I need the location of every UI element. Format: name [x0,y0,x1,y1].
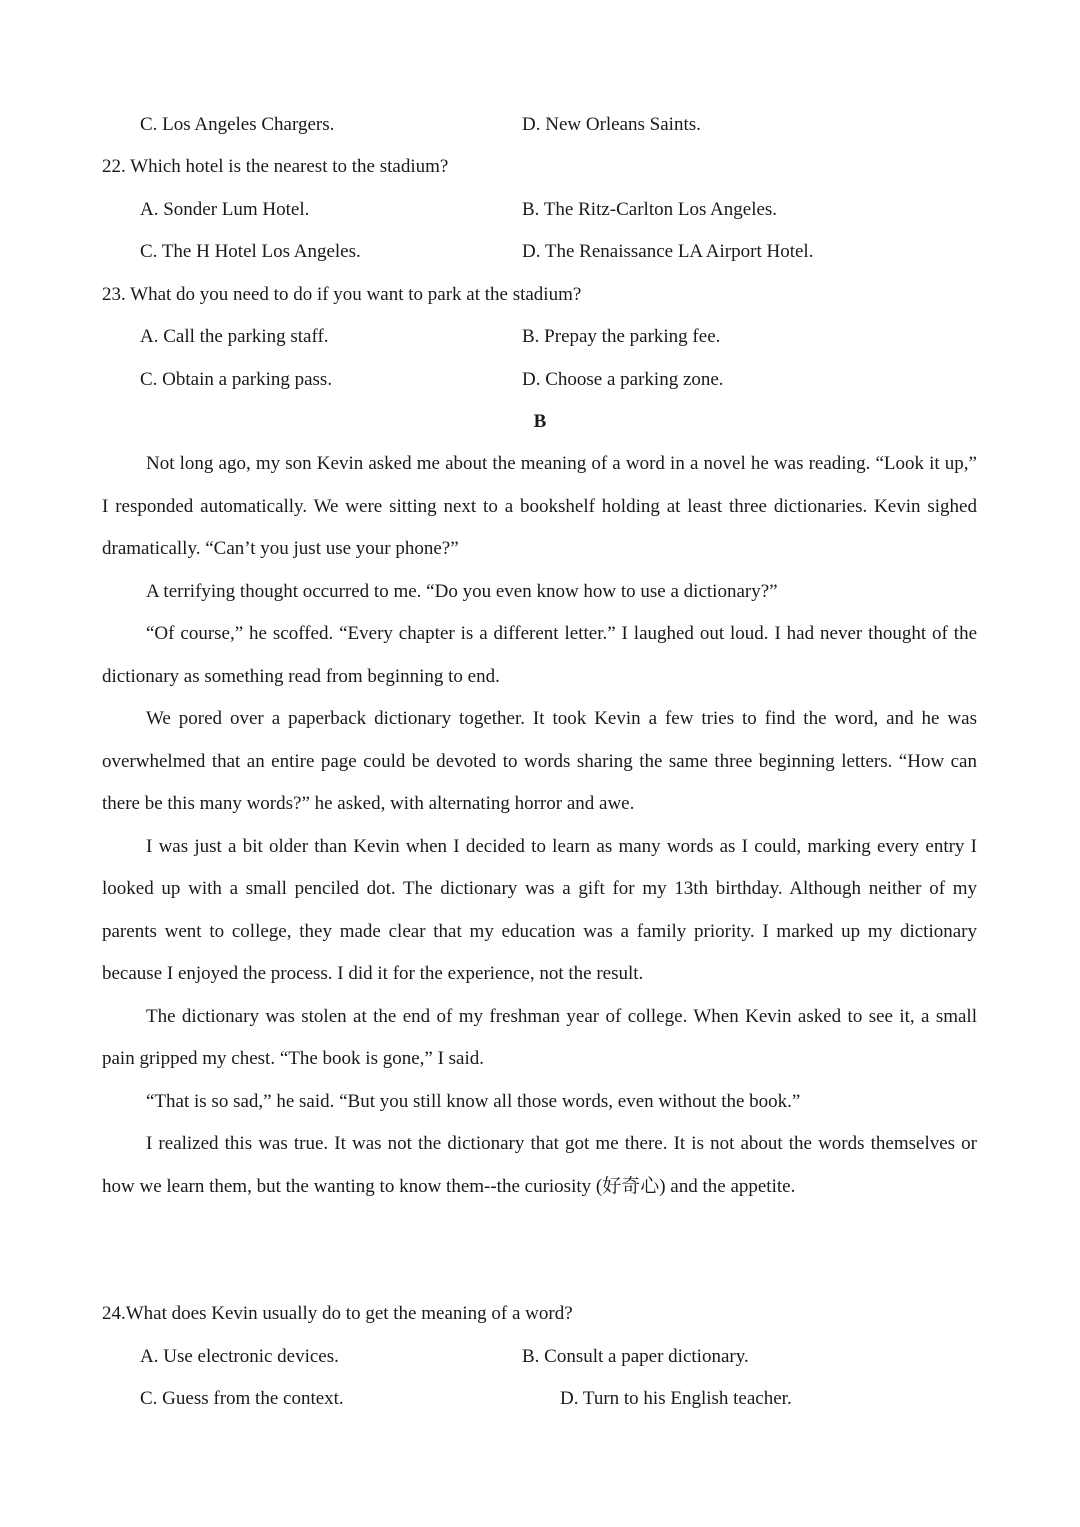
q24-option-c: C. Guess from the context. [140,1388,344,1409]
passage-paragraph-8: I realized this was true. It was not the dictionary that got me there. It is not about the words themselves or how we learn them, but the wanting to know them--the curiosity (好奇心) and the appetite. [102,1133,977,1197]
q22-option-a: A. Sonder Lum Hotel. [140,199,310,220]
q22-option-c: C. The H Hotel Los Angeles. [140,241,361,262]
q22-option-b: B. The Ritz-Carlton Los Angeles. [522,199,778,220]
passage-paragraph-5: I was just a bit older than Kevin when I decided to learn as many words as I could, marking every entry I looked up with a small penciled dot. The dictionary was a gift for my 13th birthday. Although neither of my parents went to college, they made clear that my education was a family priority. I marked up my dictionary because I enjoyed the process. I did it for the experience, not the result. [102,835,977,984]
section-b-title: B [533,411,547,432]
passage-paragraph-4: We pored over a paperback dictionary together. It took Kevin a few tries to find the word, and he was overwhelmed that an entire page could be devoted to words sharing the same three beginning letters. “How can there be this many words?” he asked, with alternating horror and awe. [102,708,977,814]
q21-option-d: D. New Orleans Saints. [522,114,701,135]
q22-question: 22. Which hotel is the nearest to the stadium? [102,156,449,177]
passage-paragraph-7: “That is so sad,” he said. “But you still know all those words, even without the book.” [146,1090,801,1112]
q24-option-a: A. Use electronic devices. [140,1346,339,1367]
passage-paragraph-2: A terrifying thought occurred to me. “Do you even know how to use a dictionary?” [146,580,778,602]
q23-option-b: B. Prepay the parking fee. [522,326,721,347]
q24-option-d: D. Turn to his English teacher. [560,1388,792,1409]
passage-paragraph-1: Not long ago, my son Kevin asked me about the meaning of a word in a novel he was reading. “Look it up,” I responded automatically. We were sitting next to a bookshelf holding at least three dictionaries. Kevin sighed dramatically. “Can’t you just use your phone?” [102,453,977,559]
q24-option-b: B. Consult a paper dictionary. [522,1346,749,1367]
q23-option-d: D. Choose a parking zone. [522,369,724,390]
q24-question: 24.What does Kevin usually do to get the meaning of a word? [102,1303,573,1324]
passage-paragraph-6: The dictionary was stolen at the end of my freshman year of college. When Kevin asked to see it, a small pain gripped my chest. “The book is gone,” I said. [102,1005,977,1069]
q23-option-c: C. Obtain a parking pass. [140,369,333,390]
q23-option-a: A. Call the parking staff. [140,326,329,347]
q22-option-d: D. The Renaissance LA Airport Hotel. [522,241,814,262]
reading-passage [102,443,977,1208]
passage-paragraph-3: “Of course,” he scoffed. “Every chapter is a different letter.” I laughed out loud. I had never thought of the dictionary as something read from beginning to end. [102,623,977,687]
q21-option-c: C. Los Angeles Chargers. [140,114,335,135]
q23-question: 23. What do you need to do if you want to park at the stadium? [102,284,582,305]
